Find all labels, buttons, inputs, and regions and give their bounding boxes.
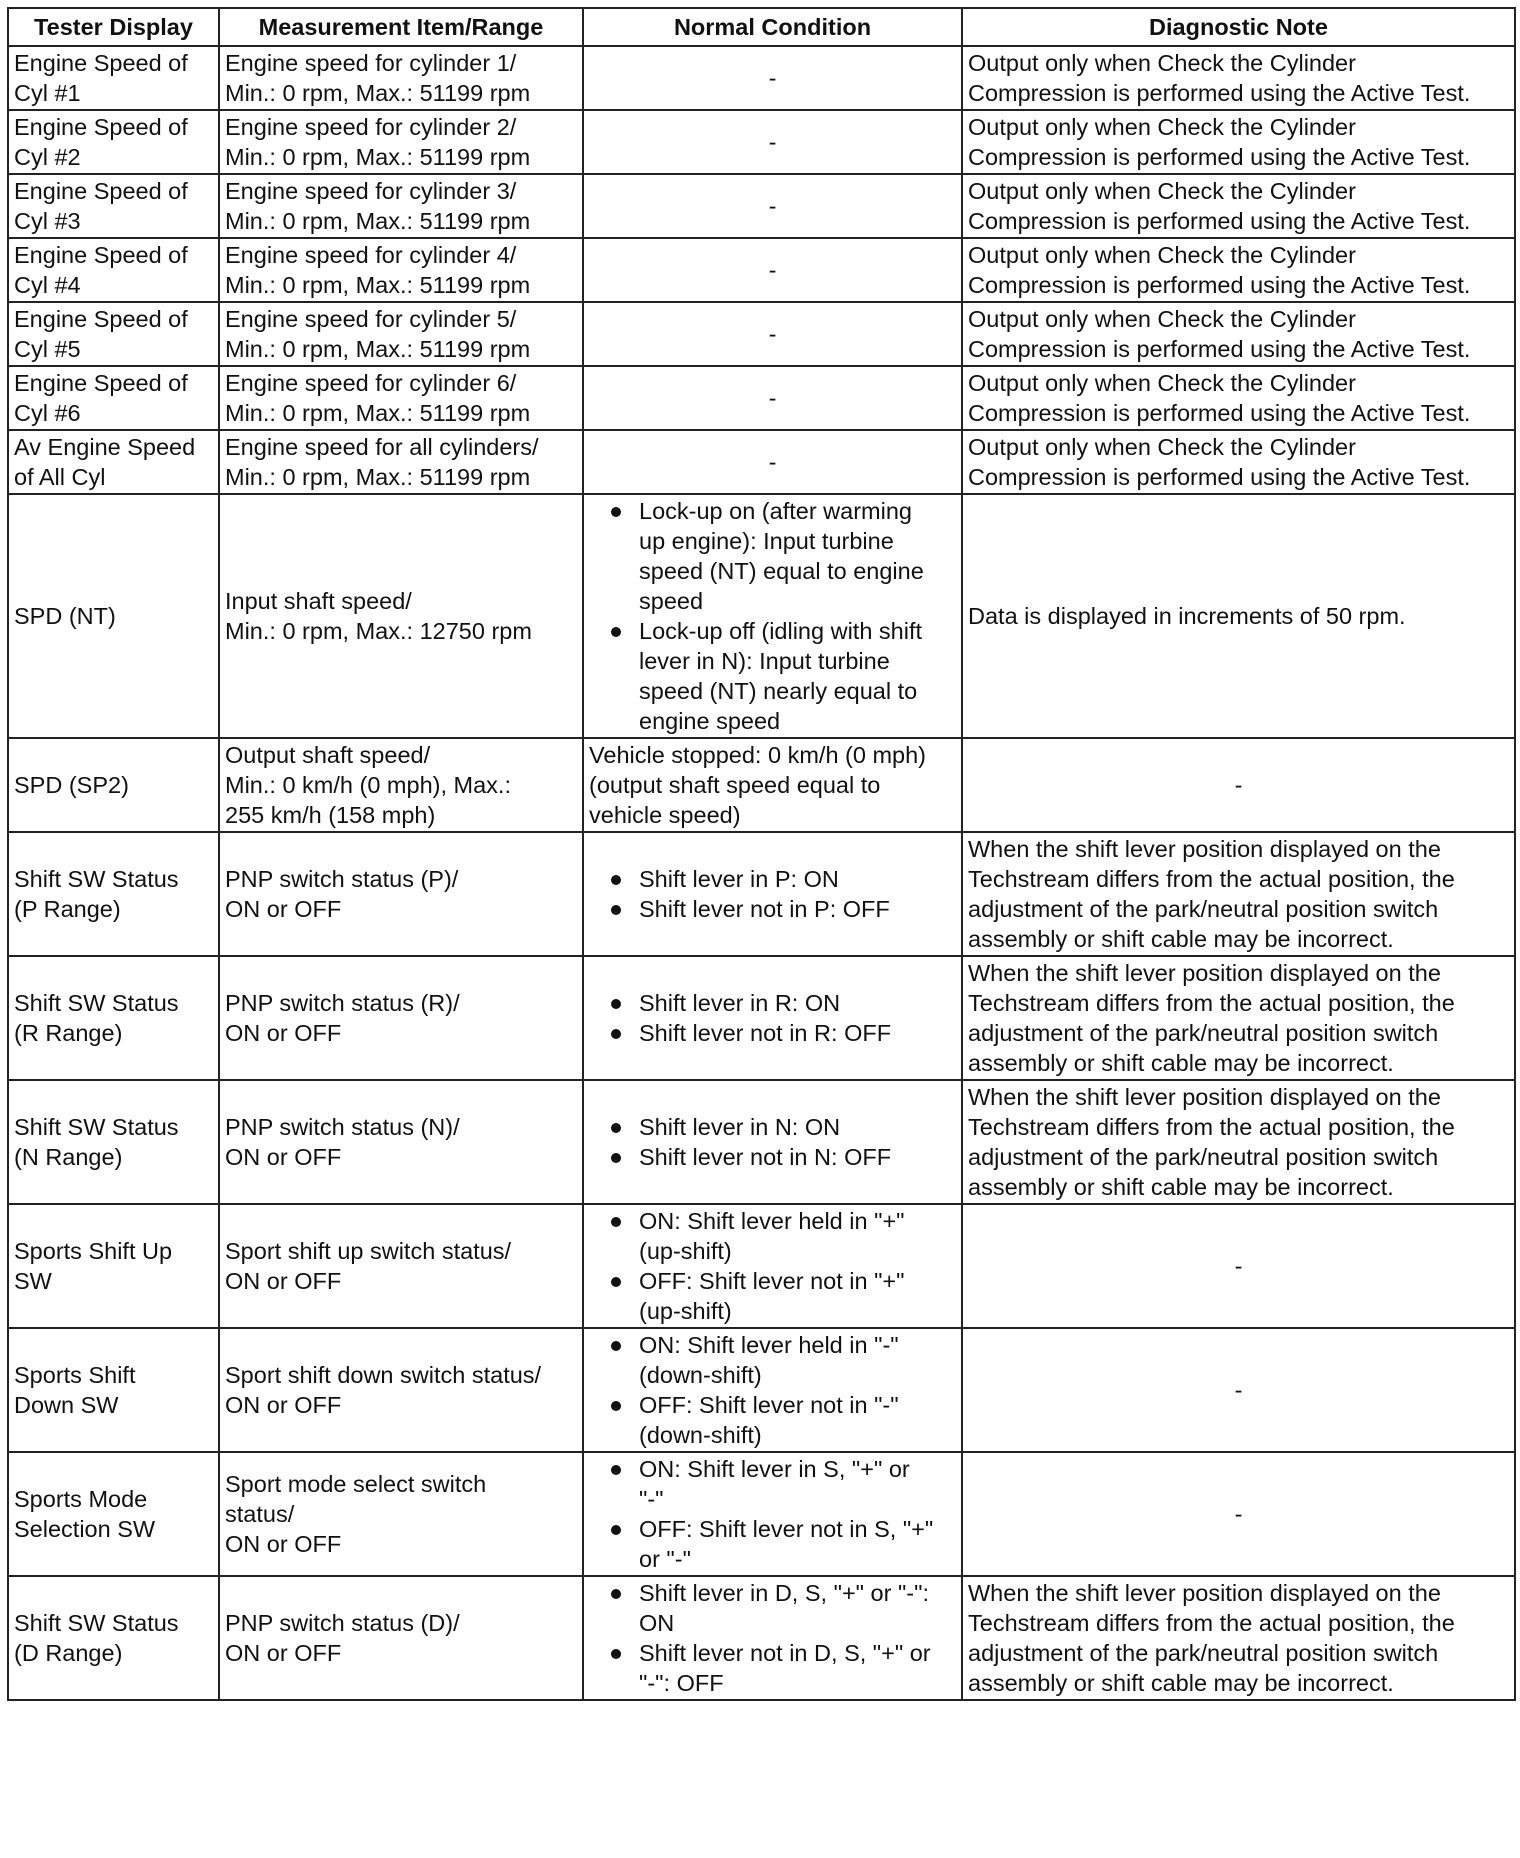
normal-condition-cell: Vehicle stopped: 0 km/h (0 mph) (output shaft speed equal to vehicle speed) xyxy=(583,738,962,832)
tester-display-cell: Engine Speed of Cyl #3 xyxy=(8,174,219,238)
table-row xyxy=(8,1576,1515,1700)
tester-display-cell: Engine Speed of Cyl #4 xyxy=(8,238,219,302)
bullet-icon xyxy=(611,1341,621,1351)
condition-list-item xyxy=(609,1266,956,1326)
condition-text: Shift lever in P: ON xyxy=(639,866,839,892)
measurement-range-cell: Engine speed for cylinder 1/ Min.: 0 rpm, Max.: 51199 rpm xyxy=(219,46,583,110)
measurement-range-cell: Output shaft speed/ Min.: 0 km/h (0 mph), Max.: 255 km/h (158 mph) xyxy=(219,738,583,832)
condition-text: Lock-up on (after warming up engine): Input turbine speed (NT) equal to engine speed xyxy=(639,498,924,614)
condition-list xyxy=(589,1112,956,1172)
condition-list-item xyxy=(609,1330,956,1390)
tester-display-cell: Engine Speed of Cyl #1 xyxy=(8,46,219,110)
bullet-icon xyxy=(611,905,621,915)
normal-condition-cell: - xyxy=(583,238,962,302)
diagnostic-note-cell: Output only when Check the Cylinder Compression is performed using the Active Test. xyxy=(962,174,1515,238)
tester-display-cell: Engine Speed of Cyl #6 xyxy=(8,366,219,430)
condition-text: ON: Shift lever in S, "+" or "-" xyxy=(639,1456,910,1512)
table-row xyxy=(8,430,1515,494)
measurement-range-cell: Engine speed for cylinder 6/ Min.: 0 rpm, Max.: 51199 rpm xyxy=(219,366,583,430)
measurement-range-cell: PNP switch status (D)/ ON or OFF xyxy=(219,1576,583,1700)
table-row xyxy=(8,110,1515,174)
bullet-icon xyxy=(611,1123,621,1133)
table-row xyxy=(8,366,1515,430)
bullet-icon xyxy=(611,1525,621,1535)
condition-list-item xyxy=(609,1018,956,1048)
tester-display-cell: Shift SW Status (N Range) xyxy=(8,1080,219,1204)
table-row xyxy=(8,494,1515,738)
header-tester-display: Tester Display xyxy=(8,8,219,46)
tester-display-cell: SPD (NT) xyxy=(8,494,219,738)
normal-condition-cell: - xyxy=(583,46,962,110)
condition-list-item xyxy=(609,1390,956,1450)
table-row xyxy=(8,174,1515,238)
bullet-icon xyxy=(611,1217,621,1227)
tester-display-cell: Shift SW Status (P Range) xyxy=(8,832,219,956)
condition-list-item xyxy=(609,1514,956,1574)
tester-display-cell: Sports Shift Down SW xyxy=(8,1328,219,1452)
table-row xyxy=(8,1204,1515,1328)
condition-text: Shift lever not in N: OFF xyxy=(639,1144,892,1170)
bullet-icon xyxy=(611,1153,621,1163)
normal-condition-cell: - xyxy=(583,302,962,366)
table-row xyxy=(8,302,1515,366)
tester-display-cell: SPD (SP2) xyxy=(8,738,219,832)
bullet-icon xyxy=(611,1589,621,1599)
condition-list-item xyxy=(609,988,956,1018)
tester-display-cell: Shift SW Status (R Range) xyxy=(8,956,219,1080)
bullet-icon xyxy=(611,1029,621,1039)
bullet-icon xyxy=(611,1465,621,1475)
diagnostic-note-cell: - xyxy=(962,1452,1515,1576)
bullet-icon xyxy=(611,627,621,637)
normal-condition-cell: - xyxy=(583,366,962,430)
diagnostic-note-cell: When the shift lever position displayed on the Techstream differs from the actual position, the adjustment of the park/neutral position switch assembly or shift cable may be incorrect. xyxy=(962,832,1515,956)
measurement-range-cell: Sport mode select switch status/ ON or OFF xyxy=(219,1452,583,1576)
header-normal-condition: Normal Condition xyxy=(583,8,962,46)
condition-text: Shift lever in R: ON xyxy=(639,990,841,1016)
table-row xyxy=(8,832,1515,956)
header-measurement-item: Measurement Item/Range xyxy=(219,8,583,46)
condition-text: Shift lever not in R: OFF xyxy=(639,1020,892,1046)
condition-text: OFF: Shift lever not in "+" (up-shift) xyxy=(639,1268,905,1324)
condition-list-item xyxy=(609,1638,956,1698)
diagnostic-note-cell: - xyxy=(962,1204,1515,1328)
condition-list-item xyxy=(609,1112,956,1142)
condition-text: Shift lever not in D, S, "+" or "-": OFF xyxy=(639,1640,931,1696)
diagnostic-note-cell: - xyxy=(962,1328,1515,1452)
diagnostic-note-cell: When the shift lever position displayed on the Techstream differs from the actual position, the adjustment of the park/neutral position switch assembly or shift cable may be incorrect. xyxy=(962,1576,1515,1700)
condition-list xyxy=(589,988,956,1048)
measurement-range-cell: PNP switch status (R)/ ON or OFF xyxy=(219,956,583,1080)
normal-condition-cell xyxy=(583,1080,962,1204)
table-row xyxy=(8,238,1515,302)
normal-condition-cell: - xyxy=(583,430,962,494)
bullet-icon xyxy=(611,507,621,517)
tester-display-cell: Engine Speed of Cyl #5 xyxy=(8,302,219,366)
table-row xyxy=(8,956,1515,1080)
normal-condition-cell: - xyxy=(583,174,962,238)
tester-display-cell: Shift SW Status (D Range) xyxy=(8,1576,219,1700)
condition-list xyxy=(589,496,956,736)
data-list-table xyxy=(7,7,1516,1701)
condition-list xyxy=(589,1206,956,1326)
measurement-range-cell: Sport shift up switch status/ ON or OFF xyxy=(219,1204,583,1328)
condition-list xyxy=(589,1330,956,1450)
bullet-icon xyxy=(611,999,621,1009)
bullet-icon xyxy=(611,875,621,885)
condition-text: Lock-up off (idling with shift lever in N): Input turbine speed (NT) nearly equal to engine speed xyxy=(639,618,923,734)
condition-list-item xyxy=(609,1142,956,1172)
condition-text: OFF: Shift lever not in S, "+" or "-" xyxy=(639,1516,934,1572)
tester-display-cell: Engine Speed of Cyl #2 xyxy=(8,110,219,174)
condition-text: OFF: Shift lever not in "-" (down-shift) xyxy=(639,1392,899,1448)
condition-list xyxy=(589,1578,956,1698)
tester-display-cell: Sports Shift Up SW xyxy=(8,1204,219,1328)
condition-list xyxy=(589,1454,956,1574)
diagnostic-note-cell: Data is displayed in increments of 50 rpm. xyxy=(962,494,1515,738)
condition-text: ON: Shift lever held in "+" (up-shift) xyxy=(639,1208,905,1264)
normal-condition-cell xyxy=(583,956,962,1080)
header-row xyxy=(8,8,1515,46)
condition-list-item xyxy=(609,496,956,616)
diagnostic-note-cell: - xyxy=(962,738,1515,832)
normal-condition-cell xyxy=(583,832,962,956)
table-row xyxy=(8,1328,1515,1452)
header-diagnostic-note: Diagnostic Note xyxy=(962,8,1515,46)
normal-condition-cell: - xyxy=(583,110,962,174)
condition-list-item xyxy=(609,616,956,736)
tester-display-cell: Av Engine Speed of All Cyl xyxy=(8,430,219,494)
table-body xyxy=(8,46,1515,1700)
condition-list-item xyxy=(609,894,956,924)
measurement-range-cell: Engine speed for cylinder 5/ Min.: 0 rpm, Max.: 51199 rpm xyxy=(219,302,583,366)
measurement-range-cell: Sport shift down switch status/ ON or OFF xyxy=(219,1328,583,1452)
measurement-range-cell: Engine speed for cylinder 2/ Min.: 0 rpm, Max.: 51199 rpm xyxy=(219,110,583,174)
diagnostic-note-cell: Output only when Check the Cylinder Compression is performed using the Active Test. xyxy=(962,238,1515,302)
normal-condition-cell xyxy=(583,1204,962,1328)
measurement-range-cell: Engine speed for cylinder 4/ Min.: 0 rpm, Max.: 51199 rpm xyxy=(219,238,583,302)
diagnostic-note-cell: Output only when Check the Cylinder Compression is performed using the Active Test. xyxy=(962,366,1515,430)
normal-condition-cell xyxy=(583,494,962,738)
table-row xyxy=(8,1080,1515,1204)
condition-list-item xyxy=(609,864,956,894)
normal-condition-cell xyxy=(583,1328,962,1452)
table-row xyxy=(8,738,1515,832)
bullet-icon xyxy=(611,1401,621,1411)
measurement-range-cell: PNP switch status (P)/ ON or OFF xyxy=(219,832,583,956)
condition-text: ON: Shift lever held in "-" (down-shift) xyxy=(639,1332,899,1388)
measurement-range-cell: Engine speed for cylinder 3/ Min.: 0 rpm, Max.: 51199 rpm xyxy=(219,174,583,238)
bullet-icon xyxy=(611,1649,621,1659)
diagnostic-note-cell: When the shift lever position displayed on the Techstream differs from the actual position, the adjustment of the park/neutral position switch assembly or shift cable may be incorrect. xyxy=(962,956,1515,1080)
condition-text: Shift lever in D, S, "+" or "-": ON xyxy=(639,1580,929,1636)
measurement-range-cell: Engine speed for all cylinders/ Min.: 0 rpm, Max.: 51199 rpm xyxy=(219,430,583,494)
diagnostic-note-cell: Output only when Check the Cylinder Compression is performed using the Active Test. xyxy=(962,46,1515,110)
measurement-range-cell: PNP switch status (N)/ ON or OFF xyxy=(219,1080,583,1204)
condition-text: Shift lever in N: ON xyxy=(639,1114,841,1140)
condition-list-item xyxy=(609,1454,956,1514)
measurement-range-cell: Input shaft speed/ Min.: 0 rpm, Max.: 12750 rpm xyxy=(219,494,583,738)
condition-list-item xyxy=(609,1578,956,1638)
condition-list-item xyxy=(609,1206,956,1266)
normal-condition-cell xyxy=(583,1576,962,1700)
diagnostic-note-cell: Output only when Check the Cylinder Compression is performed using the Active Test. xyxy=(962,430,1515,494)
diagnostic-note-cell: When the shift lever position displayed on the Techstream differs from the actual position, the adjustment of the park/neutral position switch assembly or shift cable may be incorrect. xyxy=(962,1080,1515,1204)
diagnostic-note-cell: Output only when Check the Cylinder Compression is performed using the Active Test. xyxy=(962,302,1515,366)
table-row xyxy=(8,46,1515,110)
table-row xyxy=(8,1452,1515,1576)
condition-text: Shift lever not in P: OFF xyxy=(639,896,890,922)
normal-condition-cell xyxy=(583,1452,962,1576)
tester-display-cell: Sports Mode Selection SW xyxy=(8,1452,219,1576)
bullet-icon xyxy=(611,1277,621,1287)
diagnostic-note-cell: Output only when Check the Cylinder Compression is performed using the Active Test. xyxy=(962,110,1515,174)
condition-list xyxy=(589,864,956,924)
